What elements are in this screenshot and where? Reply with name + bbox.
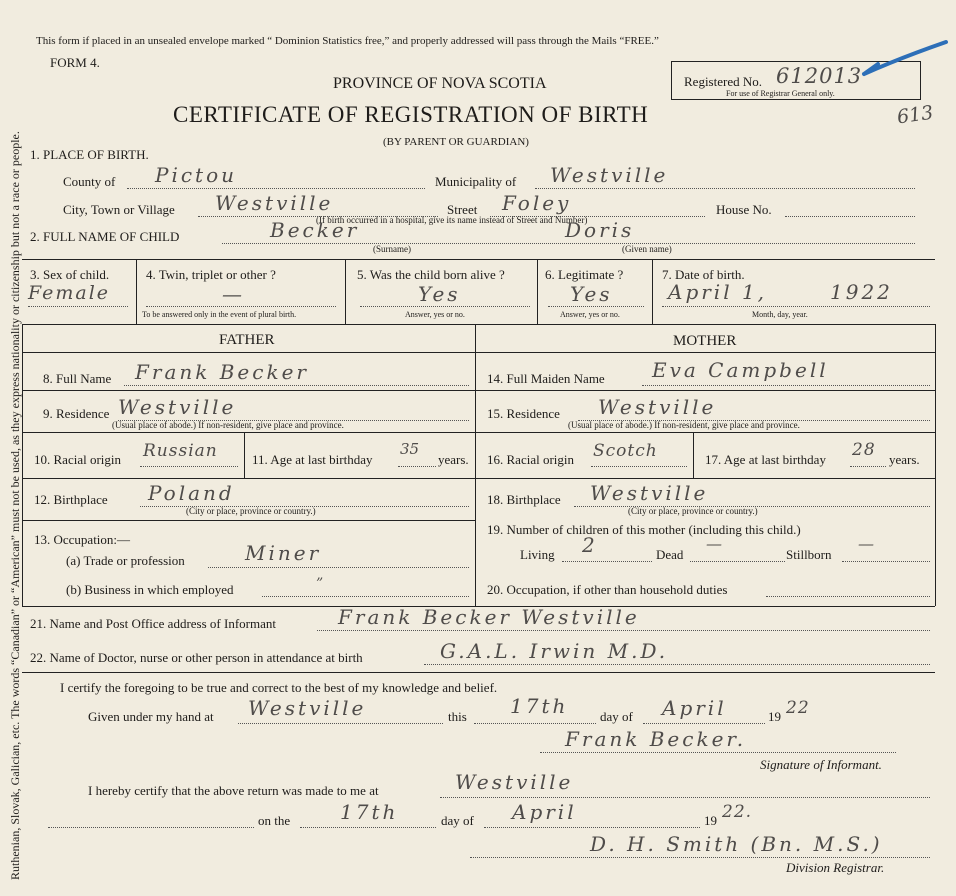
mother-heading: MOTHER — [673, 333, 737, 349]
form-number: FORM 4. — [50, 55, 100, 70]
street-label: Street — [447, 202, 478, 217]
mother-residence-label: 15. Residence — [487, 406, 560, 421]
father-birthplace: Poland — [148, 481, 235, 505]
certify-day: 17th — [510, 694, 569, 718]
trade-label: (a) Trade or profession — [66, 553, 185, 568]
registrar-year: 22. — [722, 802, 753, 822]
city-label: City, Town or Village — [63, 202, 175, 217]
alive-value: Yes — [418, 282, 461, 306]
dob-label: 7. Date of birth. — [662, 267, 745, 282]
document-title: CERTIFICATE OF REGISTRATION OF BIRTH — [173, 102, 649, 127]
registered-number: 612013 — [776, 64, 863, 88]
dob-year: 1922 — [830, 280, 893, 304]
registrar-year-prefix: 19 — [704, 813, 717, 828]
informant-value: Frank Becker Westville — [338, 605, 640, 629]
this-label: this — [448, 709, 467, 724]
registrar-text: I hereby certify that the above return was made to me at — [88, 783, 379, 798]
twin-label: 4. Twin, triplet or other ? — [146, 267, 276, 282]
document-subtitle: (BY PARENT OR GUARDIAN) — [383, 136, 529, 148]
registrar-month: April — [512, 800, 577, 824]
check-mark-icon — [860, 38, 950, 82]
mother-racial-label: 16. Racial origin — [487, 452, 575, 467]
certify-month: April — [662, 696, 727, 720]
father-years: years. — [438, 452, 469, 467]
side-note: Ruthenian, Slovak, Galician, etc. The words “Canadian” or “American” must not be used, as they express nationality or citizenship but not a race or people. — [8, 131, 22, 880]
county-label: County of — [63, 174, 116, 189]
informant-signature: Frank Becker. — [565, 727, 747, 751]
surname-note: (Surname) — [373, 244, 411, 254]
living-label: Living — [520, 547, 555, 562]
registered-label: Registered No. — [684, 74, 762, 89]
certify-text: I certify the foregoing to be true and correct to the best of my knowledge and belief. — [60, 680, 498, 695]
child-given-name: Doris — [565, 218, 635, 242]
dead-label: Dead — [656, 547, 684, 562]
mother-birthplace-note: (City or place, province or country.) — [628, 506, 758, 516]
mother-years: years. — [889, 452, 920, 467]
legitimate-label: 6. Legitimate ? — [545, 267, 624, 282]
doctor-value: G.A.L. Irwin M.D. — [440, 639, 669, 663]
informant-signature-label: Signature of Informant. — [760, 757, 882, 772]
dead-value: — — [706, 534, 725, 553]
registrar-day-of-label: day of — [441, 813, 474, 828]
mother-racial: Scotch — [593, 441, 658, 461]
mother-age-label: 17. Age at last birthday — [705, 452, 826, 467]
child-surname: Becker — [270, 218, 360, 242]
business-value: ” — [316, 576, 327, 592]
dob-note: Month, day, year. — [752, 310, 808, 319]
day-of-label: day of — [600, 709, 633, 724]
living-value: 2 — [582, 533, 598, 557]
margin-mark: 613 — [895, 101, 935, 129]
mother-age: 28 — [852, 440, 876, 460]
sex-value: Female — [28, 282, 111, 304]
children-count-label: 19. Number of children of this mother (including this child.) — [487, 522, 801, 537]
registrar-place: Westville — [455, 770, 574, 794]
stillborn-label: Stillborn — [786, 547, 832, 562]
city-value: Westville — [215, 191, 334, 215]
certify-year: 22 — [786, 698, 810, 718]
father-racial: Russian — [143, 441, 218, 461]
father-residence-note: (Usual place of abode.) If non-resident, give place and province. — [112, 420, 344, 430]
legitimate-value: Yes — [570, 282, 613, 306]
municipality-value: Westville — [550, 163, 669, 187]
hospital-note: (If birth occurred in a hospital, give its name instead of Street and Number) — [316, 215, 588, 225]
street-value: Foley — [502, 191, 572, 215]
given-name-note: (Given name) — [622, 244, 672, 254]
stillborn-value: — — [858, 534, 877, 553]
municipality-label: Municipality of — [435, 174, 517, 189]
legitimate-note: Answer, yes or no. — [560, 310, 620, 319]
mother-occupation-label: 20. Occupation, if other than household duties — [487, 582, 728, 597]
twin-note: To be answered only in the event of plural birth. — [142, 310, 297, 319]
house-label: House No. — [716, 202, 772, 217]
registrar-signature: D. H. Smith (Bn. M.S.) — [590, 832, 883, 856]
registrar-day: 17th — [340, 800, 399, 824]
trade-value: Miner — [245, 541, 322, 565]
mother-birthplace-label: 18. Birthplace — [487, 492, 561, 507]
given-under-label: Given under my hand at — [88, 709, 214, 724]
mother-birthplace: Westville — [590, 481, 709, 505]
mother-maiden-name: Eva Campbell — [652, 358, 829, 382]
on-the-label: on the — [258, 813, 291, 828]
father-racial-label: 10. Racial origin — [34, 452, 122, 467]
mother-residence: Westville — [598, 395, 717, 419]
dob-month-day: April 1, — [668, 280, 768, 304]
father-residence-label: 9. Residence — [43, 406, 110, 421]
registrar-signature-label: Division Registrar. — [786, 860, 885, 875]
father-residence: Westville — [118, 395, 237, 419]
county-value: Pictou — [155, 163, 238, 187]
business-label: (b) Business in which employed — [66, 582, 234, 597]
father-name-label: 8. Full Name — [43, 371, 112, 386]
informant-label: 21. Name and Post Office address of Informant — [30, 616, 276, 631]
sex-label: 3. Sex of child. — [30, 267, 110, 282]
doctor-label: 22. Name of Doctor, nurse or other person in attendance at birth — [30, 650, 363, 665]
mother-residence-note: (Usual place of abode.) If non-resident, give place and province. — [568, 420, 800, 430]
certify-year-prefix: 19 — [768, 709, 781, 724]
place-heading: 1. PLACE OF BIRTH. — [30, 147, 149, 162]
father-birthplace-note: (City or place, province or country.) — [186, 506, 316, 516]
mother-maiden-label: 14. Full Maiden Name — [487, 371, 605, 386]
certify-place: Westville — [248, 696, 367, 720]
registrar-use-note: For use of Registrar General only. — [726, 89, 835, 98]
province-heading: PROVINCE OF NOVA SCOTIA — [333, 75, 547, 92]
father-birthplace-label: 12. Birthplace — [34, 492, 108, 507]
twin-value: — — [222, 282, 245, 306]
alive-note: Answer, yes or no. — [405, 310, 465, 319]
child-name-label: 2. FULL NAME OF CHILD — [30, 229, 180, 244]
father-age: 35 — [400, 440, 420, 458]
father-heading: FATHER — [219, 332, 275, 348]
father-age-label: 11. Age at last birthday — [252, 452, 373, 467]
father-name: Frank Becker — [135, 360, 309, 384]
alive-label: 5. Was the child born alive ? — [357, 267, 505, 282]
occupation-label: 13. Occupation:— — [34, 532, 131, 547]
mailing-notice: This form if placed in an unsealed envelope marked “ Dominion Statistics free,” and properly addressed will pass through the Mails “FREE.” — [36, 35, 659, 47]
